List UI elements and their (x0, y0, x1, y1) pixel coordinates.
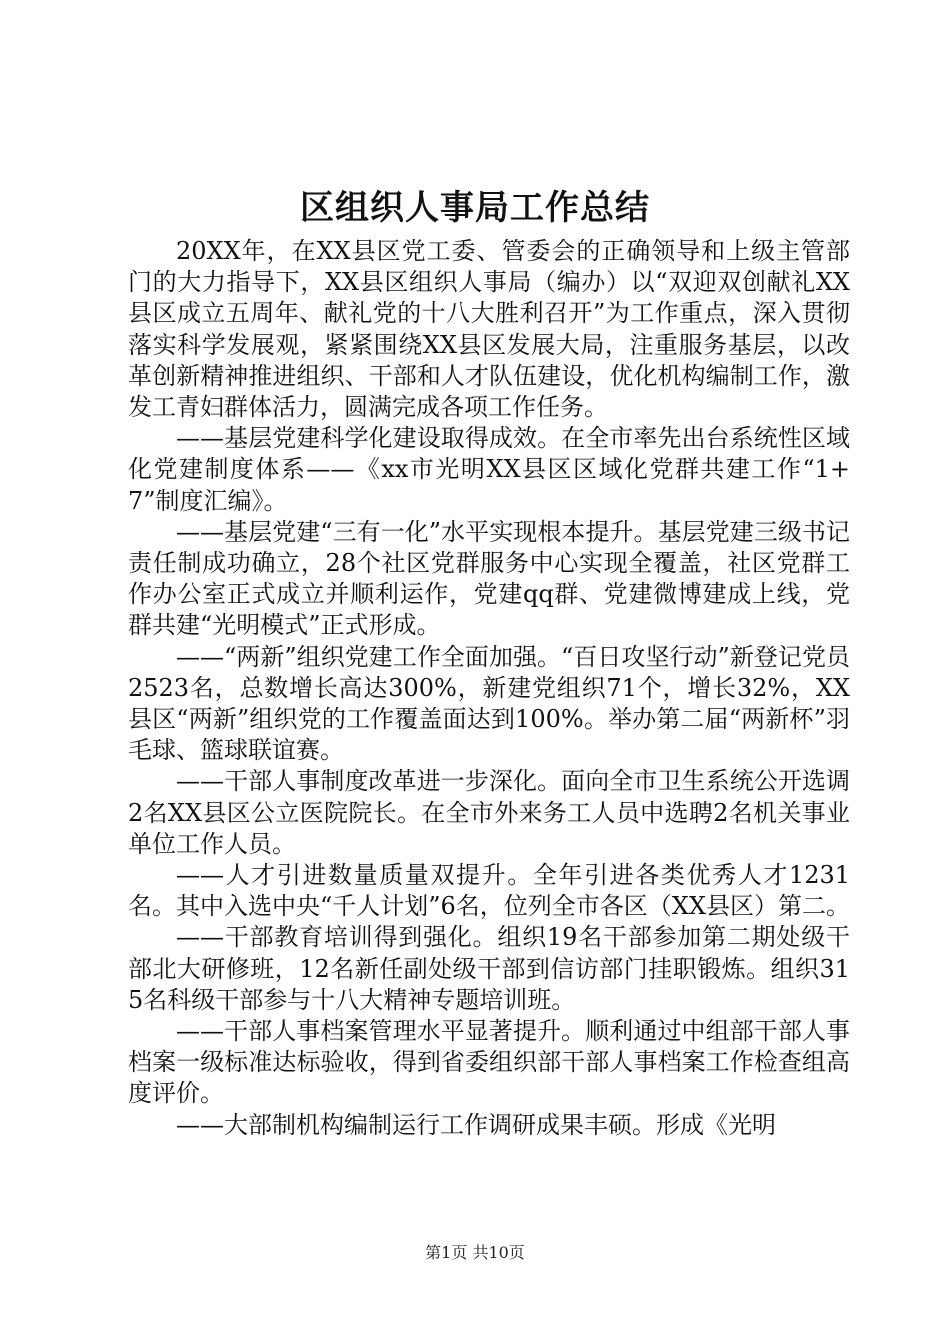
paragraph-talent-introduction: ——人才引进数量质量双提升。全年引进各类优秀人才1231名。其中入选中央“千人计划”6名，位列全市各区（XX县区）第二。 (128, 861, 850, 921)
paragraph-grassroots-party-building: ——基层党建科学化建设取得成效。在全市率先出台系统性区域化党建制度体系——《xx市光明XX县区区域化党群共建工作“1+7”制度汇编》。 (128, 424, 850, 515)
document-body (128, 236, 850, 1141)
paragraph-intro: 20XX年，在XX县区党工委、管委会的正确领导和上级主管部门的大力指导下，XX县区组织人事局（编办）以“双迎双创献礼XX县区成立五周年、献礼党的十八大胜利召开”为工作重点，深入贯彻落实科学发展观，紧紧围绕XX县区发展大局，注重服务基层，以改革创新精神推进组织、干部和人才队伍建设，优化机构编制工作，激发工青妇群体活力，圆满完成各项工作任务。 (128, 237, 850, 422)
page-footer: 第1页 共10页 (425, 1243, 525, 1262)
paragraph-cadre-training: ——干部教育培训得到强化。组织19名干部参加第二期处级干部北大研修班，12名新任副处级干部到信访部门挂职锻炼。组织315名科级干部参与十八大精神专题培训班。 (128, 923, 850, 1014)
paragraph-archive-management: ——干部人事档案管理水平显著提升。顺利通过中组部干部人事档案一级标准达标验收，得到省委组织部干部人事档案工作检查组高度评价。 (128, 1017, 850, 1108)
paragraph-institutional-research: ——大部制机构编制运行工作调研成果丰硕。形成《光明 (176, 1110, 776, 1139)
paragraph-two-new-organizations: ——“两新”组织党建工作全面加强。“百日攻坚行动”新登记党员2523名，总数增长高达300%，新建党组织71个，增长32%，XX县区“两新”组织党的工作覆盖面达到100%。举办第二届“两新杯”羽毛球、篮球联谊赛。 (128, 642, 850, 765)
paragraph-personnel-reform: ——干部人事制度改革进一步深化。面向全市卫生系统公开选调2名XX县区公立医院院长。在全市外来务工人员中选聘2名机关事业单位工作人员。 (128, 767, 850, 858)
paragraph-three-have-one: ——基层党建“三有一化”水平实现根本提升。基层党建三级书记责任制成功确立，28个社区党群服务中心实现全覆盖，社区党群工作办公室正式成立并顺利运作，党建qq群、党建微博建成上线，党群共建“光明模式”正式形成。 (128, 517, 850, 640)
document-title: 区组织人事局工作总结 (300, 188, 650, 228)
